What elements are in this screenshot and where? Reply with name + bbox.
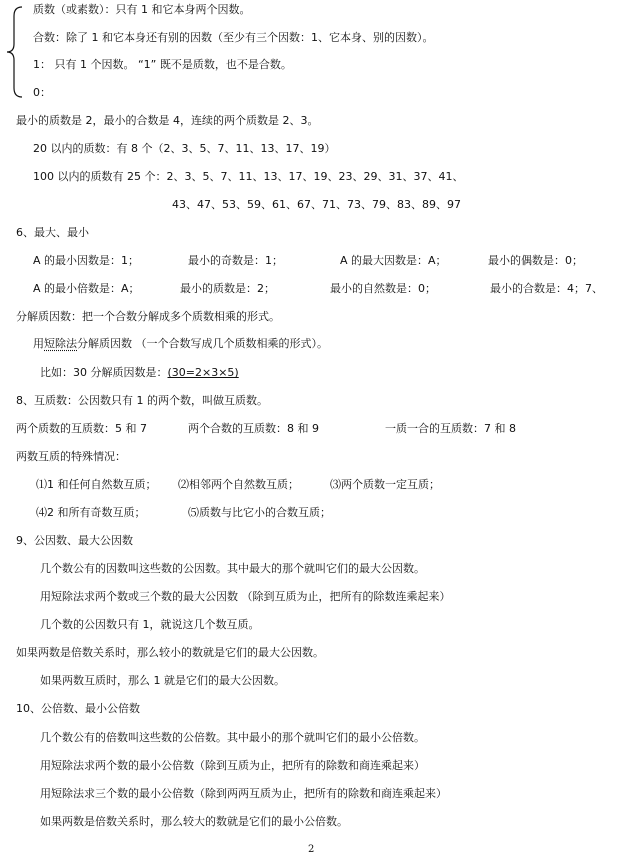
gcd-method: 用短除法求两个数或三个数的最大公因数 （除到互质为止，把所有的除数连乘起来）	[40, 590, 451, 603]
coprime-two-primes: 两个质数的互质数：5 和 7	[16, 422, 147, 435]
coprime-prime-composite: 一质一合的互质数：7 和 8	[385, 422, 516, 435]
method-post: 分解质因数 （一个合数写成几个质数相乘的形式）。	[77, 337, 328, 350]
zero-definition: 0：	[33, 86, 51, 99]
coprime-special-title: 两数互质的特殊情况：	[16, 450, 126, 463]
page-number: 2	[308, 844, 315, 855]
left-brace	[4, 6, 24, 98]
gcd-coprime: 几个数的公因数只有 1，就说这几个数互质。	[40, 618, 260, 631]
min-odd: 最小的奇数是：1；	[188, 254, 283, 267]
lcm-definition: 几个数公有的倍数叫这些数的公倍数。其中最小的那个就叫它们的最小公倍数。	[40, 731, 425, 744]
lcm-multiple-relation: 如果两数是倍数关系时，那么较大的数就是它们的最小公倍数。	[40, 815, 348, 828]
min-prime: 最小的质数是：2；	[180, 282, 275, 295]
example-pre: 比如：30 分解质因数是：	[40, 366, 168, 379]
min-even: 最小的偶数是：0；	[488, 254, 583, 267]
section-9-heading: 9、公因数、最大公因数	[16, 534, 133, 547]
max-factor: A 的最大因数是：A；	[340, 254, 447, 267]
lcm-two-method: 用短除法求两个数的最小公倍数（除到互质为止，把所有的除数和商连乘起来）	[40, 759, 425, 772]
lcm-three-method: 用短除法求三个数的最小公倍数（除到两两互质为止，把所有的除数和商连乘起来）	[40, 787, 447, 800]
primes-within-100-b: 43、47、53、59、61、67、71、73、79、83、89、97	[172, 198, 461, 211]
primes-within-100-a: 100 以内的质数有 25 个：2、3、5、7、11、13、17、19、23、29、31、37、41、	[33, 170, 464, 183]
coprime-case-3: ⑶两个质数一定互质；	[330, 478, 440, 491]
primes-within-20: 20 以内的质数：有 8 个（2、3、5、7、11、13、17、19）	[33, 142, 336, 155]
coprime-case-2: ⑵相邻两个自然数互质；	[178, 478, 299, 491]
min-composite: 最小的合数是：4；7、	[490, 282, 603, 295]
gcd-coprime-one: 如果两数互质时，那么 1 就是它们的最大公因数。	[40, 674, 285, 687]
one-definition: 1： 只有 1 个因数。 “1” 既不是质数，也不是合数。	[33, 58, 292, 71]
prime-definition: 质数（或素数）：只有 1 和它本身两个因数。	[33, 3, 251, 16]
composite-definition: 合数：除了 1 和它本身还有别的因数（至少有三个因数：1、它本身、别的因数）。	[33, 31, 434, 44]
section-6-heading: 6、最大、最小	[16, 226, 89, 239]
section-8-heading: 8、互质数：公因数只有 1 的两个数，叫做互质数。	[16, 394, 268, 407]
gcd-multiple-relation: 如果两数是倍数关系时，那么较小的数就是它们的最大公因数。	[16, 646, 324, 659]
coprime-case-4: ⑷2 和所有奇数互质；	[36, 506, 146, 519]
min-natural: 最小的自然数是：0；	[330, 282, 436, 295]
factorize-definition: 分解质因数：把一个合数分解成多个质数相乘的形式。	[16, 310, 280, 323]
smallest-prime-line: 最小的质数是 2，最小的合数是 4，连续的两个质数是 2、3。	[16, 114, 319, 127]
section-10-heading: 10、公倍数、最小公倍数	[16, 702, 140, 715]
method-pre: 用	[33, 337, 44, 350]
coprime-two-composites: 两个合数的互质数：8 和 9	[188, 422, 319, 435]
example-equation: (30=2×3×5)	[167, 366, 239, 379]
coprime-case-1: ⑴1 和任何自然数互质；	[36, 478, 157, 491]
min-multiple: A 的最小倍数是：A；	[33, 282, 140, 295]
factorize-method	[33, 337, 328, 351]
min-factor: A 的最小因数是：1；	[33, 254, 140, 267]
coprime-case-5: ⑸质数与比它小的合数互质；	[188, 506, 331, 519]
short-division-term: 短除法	[44, 337, 77, 350]
gcd-definition: 几个数公有的因数叫这些数的公因数。其中最大的那个就叫它们的最大公因数。	[40, 562, 425, 575]
factorize-example	[40, 366, 239, 380]
